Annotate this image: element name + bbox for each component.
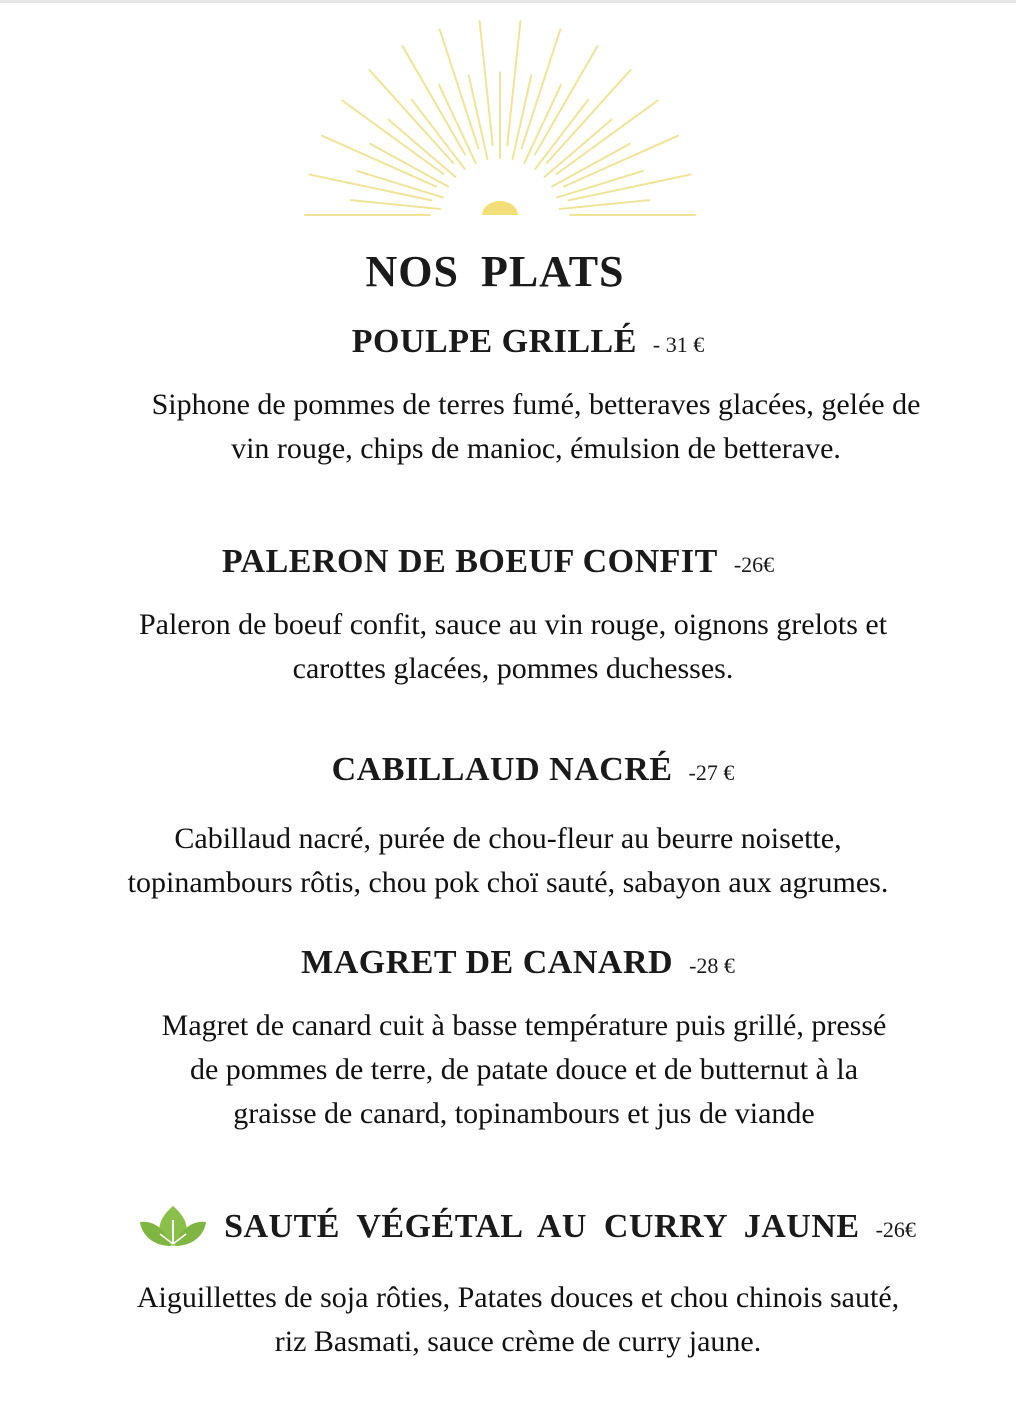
sun-ray (547, 70, 631, 163)
sun-ray (560, 200, 650, 209)
dish-description (0, 1004, 1016, 1136)
dish-price: -28 € (689, 953, 735, 978)
dish-cabillaud-nacre (0, 750, 1016, 905)
description-line: graisse de canard, topinambours et jus de viande (233, 1097, 815, 1130)
dish-magret-de-canard (0, 943, 1016, 1136)
sun-ray (322, 136, 436, 187)
dish-name: PALERON DE BOEUF CONFIT (221, 543, 718, 580)
dish-name: SAUTÉ VÉGÉTAL AU CURRY JAUNE (224, 1207, 860, 1245)
dish-price: -26€ (733, 552, 775, 577)
sun-ray (480, 21, 493, 145)
vegetarian-leaf-icon (140, 1202, 206, 1248)
dish-price: -27 € (688, 760, 735, 785)
dish-description (0, 603, 1016, 691)
dish-description (0, 383, 1016, 471)
sun-ray (564, 136, 678, 187)
description-line: carottes glacées, pommes duchesses. (292, 652, 734, 685)
description-line: vin rouge, chips de manioc, émulsion de betterave. (231, 432, 841, 465)
description-line: topinambours rôtis, chou pok choï sauté, sabayon aux agrumes. (127, 866, 889, 899)
dish-name: MAGRET DE CANARD (301, 944, 674, 981)
sun-ray (370, 70, 454, 163)
description-line: Cabillaud nacré, purée de chou-fleur au beurre noisette, (174, 822, 842, 855)
dish-saute-vegetal (0, 1206, 1016, 1364)
description-line: Aiguillettes de soja rôties, Patates douces et chou chinois sauté, (136, 1281, 900, 1314)
description-line: riz Basmati, sauce crème de curry jaune. (274, 1325, 762, 1358)
dish-name: CABILLAUD NACRÉ (331, 751, 673, 788)
description-line: Siphone de pommes de terres fumé, betteraves glacées, gelée de (151, 388, 921, 421)
sun-ray (351, 200, 441, 209)
dish-poulpe-grille (0, 322, 1016, 471)
menu-title: NOS PLATS (365, 247, 625, 296)
description-line: Magret de canard cuit à basse température puis grillé, pressé (161, 1009, 887, 1042)
sun-ray (370, 144, 448, 187)
sun-ray (412, 100, 465, 169)
dish-description (0, 817, 1016, 905)
sun-ray (535, 100, 588, 169)
sun-logo-icon (290, 10, 710, 225)
top-divider (0, 0, 1016, 3)
dish-paleron-de-boeuf (0, 542, 1016, 691)
description-line: de pommes de terre, de patate douce et de butternut à la (189, 1053, 859, 1086)
dish-description (0, 1276, 1016, 1364)
dish-price: -26€ (875, 1216, 916, 1242)
sun-ray (342, 100, 443, 173)
sun-ray (507, 21, 520, 145)
dish-name: POULPE GRILLÉ (351, 323, 637, 360)
sun-ray (557, 100, 658, 173)
sun-ray (552, 144, 630, 187)
dish-price: - 31 € (652, 332, 705, 357)
description-line: Paleron de boeuf confit, sauce au vin rouge, oignons grelots et (138, 608, 888, 641)
